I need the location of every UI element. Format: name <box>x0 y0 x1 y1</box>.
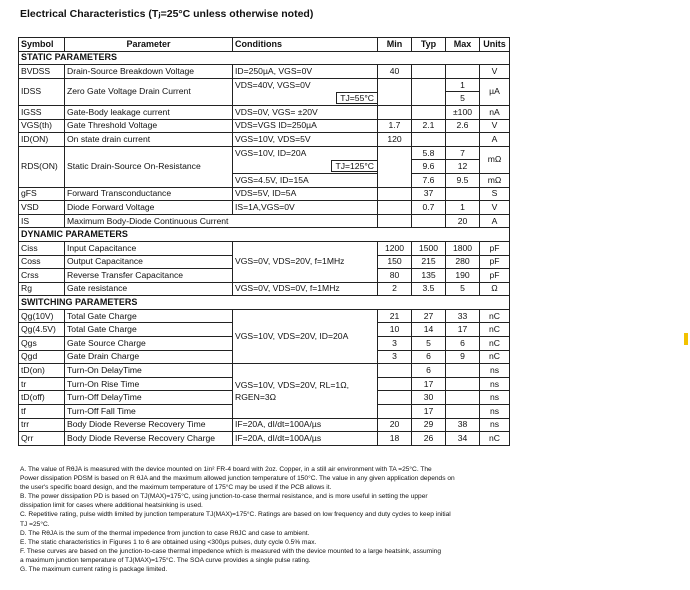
max-cell: 1 <box>446 201 480 215</box>
parameter-cell: Drain-Source Breakdown Voltage <box>65 65 233 79</box>
parameter-cell: Total Gate Charge <box>65 309 233 323</box>
typ-cell: 5.8 <box>412 146 446 160</box>
parameter-cell: On state drain current <box>65 133 233 147</box>
footnotes <box>20 465 520 574</box>
symbol-cell: Qg(4.5V) <box>19 323 65 337</box>
max-cell: 17 <box>446 323 480 337</box>
max-cell: 5 <box>446 282 480 296</box>
parameter-cell: Gate Drain Charge <box>65 350 233 364</box>
parameter-cell: Forward Transconductance <box>65 187 233 201</box>
max-cell: 280 <box>446 255 480 269</box>
conditions-cell: VGS=0V, VDS=0V, f=1MHz <box>233 282 378 296</box>
header-units: Units <box>480 38 510 52</box>
unit-cell: ns <box>480 377 510 391</box>
unit-cell: µA <box>480 78 510 105</box>
min-cell <box>378 187 412 201</box>
symbol-cell: IDSS <box>19 78 65 105</box>
unit-cell: nC <box>480 350 510 364</box>
header-conditions: Conditions <box>233 38 378 52</box>
parameter-cell: Reverse Transfer Capacitance <box>65 269 233 283</box>
unit-cell: ns <box>480 391 510 405</box>
min-cell: 3 <box>378 350 412 364</box>
max-cell: 1800 <box>446 241 480 255</box>
conditions-cell: IS=1A,VGS=0V <box>233 201 378 215</box>
footnote-line: G. The maximum current rating is package limited. <box>20 566 168 574</box>
max-cell: 6 <box>446 337 480 351</box>
typ-cell <box>412 78 446 105</box>
max-cell: 9 <box>446 350 480 364</box>
min-cell: 18 <box>378 432 412 446</box>
typ-cell: 0.7 <box>412 201 446 215</box>
max-cell <box>446 65 480 79</box>
symbol-cell: tr <box>19 377 65 391</box>
table-row <box>19 432 510 446</box>
table-row <box>19 241 510 255</box>
parameter-cell: Turn-On Rise Time <box>65 377 233 391</box>
unit-cell: pF <box>480 241 510 255</box>
min-cell: 80 <box>378 269 412 283</box>
min-cell: 21 <box>378 309 412 323</box>
typ-cell: 14 <box>412 323 446 337</box>
unit-cell: V <box>480 201 510 215</box>
conditions-cell: VDS=40V, VGS=0V <box>233 78 378 92</box>
typ-cell: 7.6 <box>412 173 446 187</box>
min-cell <box>378 364 412 378</box>
symbol-cell: Qrr <box>19 432 65 446</box>
symbol-cell: tf <box>19 405 65 419</box>
min-cell: 1200 <box>378 241 412 255</box>
symbol-cell: Rg <box>19 282 65 296</box>
symbol-cell: VSD <box>19 201 65 215</box>
unit-cell: nA <box>480 105 510 119</box>
min-cell: 120 <box>378 133 412 147</box>
max-cell: 38 <box>446 418 480 432</box>
min-cell <box>378 78 412 105</box>
typ-cell: 6 <box>412 364 446 378</box>
max-cell: 12 <box>446 160 480 174</box>
conditions-cell: IF=20A, dI/dt=100A/µs <box>233 418 378 432</box>
max-cell <box>446 364 480 378</box>
footnote-line: E. The static characteristics in Figures 1 to 6 are obtained using <300µs pulses, duty cycle 0.5% max. <box>20 538 317 546</box>
symbol-cell: Ciss <box>19 241 65 255</box>
parameter-cell: Gate-Body leakage current <box>65 105 233 119</box>
unit-cell: ns <box>480 418 510 432</box>
typ-cell: 17 <box>412 377 446 391</box>
parameter-cell: Gate resistance <box>65 282 233 296</box>
typ-cell <box>412 133 446 147</box>
typ-cell: 17 <box>412 405 446 419</box>
footnote-line: A. The value of RθJA is measured with the device mounted on 1in² FR-4 board with 2oz. Copper, in a still air environment with TA =25°C. The <box>20 466 432 473</box>
symbol-cell: trr <box>19 418 65 432</box>
conditions-line: RGEN=3Ω <box>235 391 277 402</box>
max-cell: 20 <box>446 214 480 228</box>
table-header-row <box>19 38 510 52</box>
table-row <box>19 105 510 119</box>
min-cell <box>378 377 412 391</box>
footnote-line: Power dissipation PDSM is based on R θJA and the maximum allowed junction temperature of 150°C. The value in any given application depends on <box>20 475 455 483</box>
highlight-marker <box>684 333 688 345</box>
conditions-cell: VGS=10V, ID=20A <box>233 146 378 160</box>
parameter-cell: Body Diode Reverse Recovery Time <box>65 418 233 432</box>
unit-cell: V <box>480 65 510 79</box>
table-row <box>19 364 510 378</box>
max-cell <box>446 187 480 201</box>
table-row <box>19 418 510 432</box>
min-cell: 3 <box>378 337 412 351</box>
parameter-cell: Static Drain-Source On-Resistance <box>65 146 233 187</box>
typ-cell: 26 <box>412 432 446 446</box>
page-title: Electrical Characteristics (Tⱼ=25°C unless otherwise noted) <box>20 8 314 20</box>
table-row <box>19 282 510 296</box>
max-cell: 33 <box>446 309 480 323</box>
max-cell: 7 <box>446 146 480 160</box>
unit-cell: V <box>480 119 510 133</box>
conditions-line: VGS=10V, VDS=20V, RL=1Ω, <box>235 379 350 390</box>
min-cell <box>378 146 412 187</box>
typ-cell: 27 <box>412 309 446 323</box>
header-symbol: Symbol <box>19 38 65 52</box>
conditions-cell: IF=20A, dI/dt=100A/µs <box>233 432 378 446</box>
header-typ: Typ <box>412 38 446 52</box>
typ-cell: 29 <box>412 418 446 432</box>
electrical-characteristics-table <box>18 37 510 446</box>
parameter-cell: Body Diode Reverse Recovery Charge <box>65 432 233 446</box>
section-switching: SWITCHING PARAMETERS <box>19 296 510 310</box>
footnote-line: dissipation limit for cases where additional heatsinking is used. <box>20 502 203 510</box>
symbol-cell: Qgd <box>19 350 65 364</box>
max-cell: 1 <box>446 78 480 92</box>
header-max: Max <box>446 38 480 52</box>
parameter-cell: Zero Gate Voltage Drain Current <box>65 78 233 105</box>
min-cell <box>378 405 412 419</box>
conditions-cell: VDS=0V, VGS= ±20V <box>233 105 378 119</box>
unit-cell: pF <box>480 255 510 269</box>
typ-cell: 135 <box>412 269 446 283</box>
max-cell <box>446 377 480 391</box>
max-cell: 34 <box>446 432 480 446</box>
parameter-cell: Output Capacitance <box>65 255 233 269</box>
unit-cell: nC <box>480 323 510 337</box>
table-row <box>19 65 510 79</box>
symbol-cell: Coss <box>19 255 65 269</box>
max-cell: ±100 <box>446 105 480 119</box>
unit-cell: mΩ <box>480 173 510 187</box>
footnote-line: the user's specific board design, and the maximum temperature of 175°C may be used if the PCB allows it. <box>20 484 332 492</box>
min-cell: 150 <box>378 255 412 269</box>
symbol-cell: tD(on) <box>19 364 65 378</box>
unit-cell: nC <box>480 337 510 351</box>
header-parameter: Parameter <box>65 38 233 52</box>
parameter-cell: Gate Source Charge <box>65 337 233 351</box>
footnote-line: a maximum junction temperature of TJ(MAX)=175°C. The SOA curve provides a single pulse rating. <box>20 556 311 564</box>
symbol-cell: RDS(ON) <box>19 146 65 187</box>
max-cell <box>446 405 480 419</box>
symbol-cell: IS <box>19 214 65 228</box>
conditions-cell: ID=250µA, VGS=0V <box>233 65 378 79</box>
conditions-cell: VDS=5V, ID=5A <box>233 187 378 201</box>
typ-cell: 9.6 <box>412 160 446 174</box>
footnote-line: C. Repetitive rating, pulse width limited by junction temperature TJ(MAX)=175°C. Ratings are based on low frequency and duty cycles to keep initial <box>20 511 451 519</box>
typ-cell: 215 <box>412 255 446 269</box>
symbol-cell: Qgs <box>19 337 65 351</box>
symbol-cell: ID(ON) <box>19 133 65 147</box>
conditions-cell <box>233 364 378 418</box>
min-cell <box>378 105 412 119</box>
typ-cell: 3.5 <box>412 282 446 296</box>
typ-cell <box>412 105 446 119</box>
table-row <box>19 133 510 147</box>
parameter-cell: Input Capacitance <box>65 241 233 255</box>
conditions-cell: VGS=0V, VDS=20V, f=1MHz <box>233 241 378 282</box>
typ-cell <box>412 214 446 228</box>
symbol-cell: VGS(th) <box>19 119 65 133</box>
min-cell <box>378 214 412 228</box>
parameter-cell: Gate Threshold Voltage <box>65 119 233 133</box>
conditions-cell: VDS=VGS ID=250µA <box>233 119 378 133</box>
typ-cell: 37 <box>412 187 446 201</box>
parameter-cell: Maximum Body-Diode Continuous Current <box>65 214 378 228</box>
table-row <box>19 146 510 160</box>
max-cell: 2.6 <box>446 119 480 133</box>
parameter-cell: Turn-On DelayTime <box>65 364 233 378</box>
parameter-cell: Diode Forward Voltage <box>65 201 233 215</box>
min-cell <box>378 201 412 215</box>
section-static: STATIC PARAMETERS <box>19 51 510 65</box>
unit-cell: ns <box>480 405 510 419</box>
min-cell <box>378 391 412 405</box>
typ-cell: 30 <box>412 391 446 405</box>
min-cell: 1.7 <box>378 119 412 133</box>
table-row <box>19 214 510 228</box>
header-min: Min <box>378 38 412 52</box>
max-cell: 190 <box>446 269 480 283</box>
conditions-cell: VGS=10V, VDS=5V <box>233 133 378 147</box>
min-cell: 20 <box>378 418 412 432</box>
symbol-cell: Crss <box>19 269 65 283</box>
min-cell: 2 <box>378 282 412 296</box>
condition-temperature: TJ=55°C <box>336 92 377 104</box>
unit-cell: A <box>480 133 510 147</box>
typ-cell: 2.1 <box>412 119 446 133</box>
max-cell: 9.5 <box>446 173 480 187</box>
conditions-cell: VGS=10V, VDS=20V, ID=20A <box>233 309 378 363</box>
min-cell: 40 <box>378 65 412 79</box>
table-row <box>19 78 510 92</box>
footnote-line: TJ =25°C. <box>20 520 50 528</box>
symbol-cell: BVDSS <box>19 65 65 79</box>
parameter-cell: Turn-Off Fall Time <box>65 405 233 419</box>
unit-cell: pF <box>480 269 510 283</box>
unit-cell: ns <box>480 364 510 378</box>
symbol-cell: tD(off) <box>19 391 65 405</box>
table-row <box>19 309 510 323</box>
typ-cell <box>412 65 446 79</box>
max-cell <box>446 133 480 147</box>
max-cell: 5 <box>446 92 480 106</box>
typ-cell: 5 <box>412 337 446 351</box>
unit-cell: S <box>480 187 510 201</box>
table-row <box>19 187 510 201</box>
typ-cell: 6 <box>412 350 446 364</box>
symbol-cell: IGSS <box>19 105 65 119</box>
max-cell <box>446 391 480 405</box>
typ-cell: 1500 <box>412 241 446 255</box>
table-row <box>19 119 510 133</box>
parameter-cell: Turn-Off DelayTime <box>65 391 233 405</box>
symbol-cell: gFS <box>19 187 65 201</box>
section-dynamic: DYNAMIC PARAMETERS <box>19 228 510 242</box>
min-cell: 10 <box>378 323 412 337</box>
symbol-cell: Qg(10V) <box>19 309 65 323</box>
condition-temperature: TJ=125°C <box>331 160 377 172</box>
unit-cell: mΩ <box>480 146 510 173</box>
unit-cell: nC <box>480 432 510 446</box>
footnote-line: F. These curves are based on the junction-to-case thermal impedence which is measured with the device mounted to a large heatsink, assuming <box>20 547 442 555</box>
footnote-line: D. The RθJA is the sum of the thermal impedence from junction to case RθJC and case to ambient. <box>20 529 310 537</box>
unit-cell: nC <box>480 309 510 323</box>
table-row <box>19 201 510 215</box>
unit-cell: A <box>480 214 510 228</box>
footnote-line: B. The power dissipation PD is based on TJ(MAX)=175°C, using junction-to-case thermal resistance, and is more useful in setting the upper <box>20 493 428 501</box>
conditions-cell: VGS=4.5V, ID=15A <box>233 173 378 187</box>
unit-cell: Ω <box>480 282 510 296</box>
parameter-cell: Total Gate Charge <box>65 323 233 337</box>
